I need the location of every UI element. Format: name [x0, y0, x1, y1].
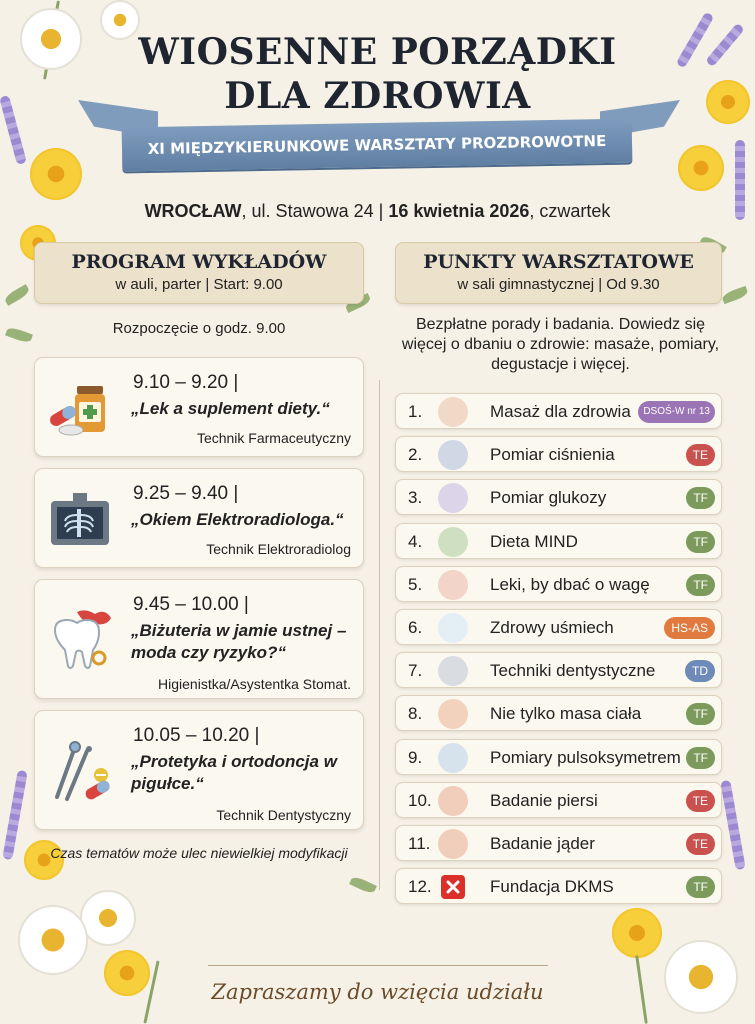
workshop-item	[395, 868, 722, 904]
dkms-logo-icon	[441, 875, 465, 899]
lectures-heading: PROGRAM WYKŁADÓW	[71, 251, 327, 273]
workshop-badge: TD	[685, 660, 715, 682]
testicular-exam-icon	[438, 829, 468, 859]
workshop-label: Masaż dla zdrowia	[490, 402, 631, 421]
workshop-number: 12.	[408, 877, 432, 897]
lecture-topic: „Okiem Elektroradiologa.“	[131, 510, 344, 529]
workshop-badge: TF	[686, 876, 715, 898]
workshop-badge: TF	[686, 487, 715, 509]
lecture-time: 9.45 – 10.00 |	[133, 594, 249, 615]
column-divider	[379, 380, 380, 890]
lecture-speaker: Technik Farmaceutyczny	[196, 430, 351, 446]
leaf-icon	[349, 875, 377, 895]
workshop-badge: TE	[686, 833, 715, 855]
workshop-item	[395, 739, 722, 775]
workshop-item	[395, 695, 722, 731]
workshop-number: 6.	[408, 618, 423, 637]
workshop-item	[395, 609, 722, 645]
lecture-time: 9.10 – 9.20 |	[133, 372, 239, 393]
lecture-topic: „Protetyka i ortodoncja w pigułce.“	[131, 752, 337, 793]
workshop-item	[395, 566, 722, 602]
workshops-description: Bezpłatne porady i badania. Dowiedz się więcej o dbaniu o zdrowie: masaże, pomiary, degustacje i więcej.	[401, 316, 720, 373]
workshop-label: Dieta MIND	[490, 531, 578, 551]
footer-invitation: Zapraszamy do wzięcia udziału	[211, 980, 544, 1004]
workshop-number: 10.	[408, 790, 432, 810]
workshop-number: 8.	[408, 704, 423, 724]
leaf-icon	[5, 326, 33, 344]
buttercup-icon	[612, 908, 662, 958]
workshop-label: Techniki dentystyczne	[490, 661, 656, 681]
time-change-note: Czas tematów może ulec niewielkiej modyfikacji	[50, 845, 348, 861]
workshop-item	[395, 436, 722, 472]
workshop-item	[395, 523, 722, 559]
workshop-badge: HS-AS	[664, 617, 715, 639]
workshop-label: Pomiar glukozy	[490, 488, 607, 508]
workshop-label: Zdrowy uśmiech	[490, 618, 614, 637]
tooth-icon	[47, 606, 113, 672]
weekday: , czwartek	[529, 201, 611, 221]
poster-title: WIOSENNE PORZĄDKI DLA ZDROWIA	[138, 31, 617, 117]
workshop-label: Badanie piersi	[490, 790, 598, 810]
subtitle-ribbon: XI MIĘDZYKIERUNKOWE WARSZTATY PROZDROWOTNE	[122, 119, 633, 172]
smiling-tooth-icon	[438, 613, 468, 643]
workshop-number: 7.	[408, 661, 423, 681]
workshop-label: Leki, by dbać o wagę	[490, 574, 650, 594]
healthy-bowl-icon	[438, 527, 468, 557]
workshop-item	[395, 782, 722, 818]
lecture-card	[34, 579, 364, 699]
workshop-number: 3.	[408, 488, 423, 508]
workshop-label: Pomiary pulsoksymetrem	[490, 747, 681, 767]
workshops-header	[395, 242, 722, 304]
leaf-icon	[721, 286, 749, 304]
lecture-speaker: Higienistka/Asystentka Stomat.	[158, 676, 351, 692]
workshops-subheading: w sali gimnastycznej | Od 9.30	[457, 276, 660, 293]
workshop-number: 4.	[408, 531, 423, 551]
workshop-badge: TF	[686, 574, 715, 596]
lecture-speaker: Technik Dentystyczny	[216, 807, 351, 823]
pulse-oximeter-icon	[438, 743, 468, 773]
lecture-topic: „Lek a suplement diety.“	[131, 399, 330, 418]
workshop-number: 9.	[408, 747, 423, 767]
workshop-label: Badanie jąder	[490, 834, 595, 853]
lecture-time: 9.25 – 9.40 |	[133, 483, 239, 504]
address: , ul. Stawowa 24 |	[241, 201, 389, 221]
glucometer-icon	[438, 483, 468, 513]
workshop-badge: DSOŚ-W nr 13	[638, 401, 715, 423]
dental-instruments-icon	[438, 656, 468, 686]
lectures-header	[34, 242, 364, 304]
event-info	[0, 201, 755, 222]
daisy-icon	[80, 890, 136, 946]
workshop-badge: TF	[686, 531, 715, 553]
city: WROCŁAW	[144, 201, 242, 221]
event-date: 16 kwietnia 2026	[388, 201, 530, 221]
workshop-badge: TF	[686, 747, 715, 769]
workshop-badge: TE	[686, 444, 715, 466]
lecture-card	[34, 468, 364, 568]
workshop-item	[395, 825, 722, 861]
lecture-topic: „Biżuteria w jamie ustnej – moda czy ryzyko?“	[131, 621, 347, 662]
lecture-card	[34, 357, 364, 457]
body-figure-icon	[438, 699, 468, 729]
xray-icon	[47, 487, 113, 553]
workshop-number: 1.	[408, 402, 423, 421]
breast-exam-icon	[438, 786, 468, 816]
workshop-label: Pomiar ciśnienia	[490, 445, 615, 465]
workshops-heading: PUNKTY WARSZTATOWE	[423, 251, 694, 273]
buttercup-icon	[30, 148, 82, 200]
workshop-number: 2.	[408, 445, 423, 465]
lecture-speaker: Technik Elektroradiolog	[206, 541, 351, 557]
dental-tools-icon	[47, 737, 113, 803]
workshop-number: 11.	[408, 834, 431, 853]
lectures-subheading: w auli, parter | Start: 9.00	[115, 276, 283, 293]
lavender-icon	[2, 770, 27, 860]
buttercup-icon	[678, 145, 724, 191]
workshop-item	[395, 393, 722, 429]
leaf-icon	[3, 284, 31, 306]
waist-measure-icon	[438, 570, 468, 600]
workshop-badge: TE	[686, 790, 715, 812]
workshop-number: 5.	[408, 574, 423, 594]
lavender-icon	[720, 780, 745, 870]
massage-hands-icon	[438, 397, 468, 427]
workshop-label: Fundacja DKMS	[490, 877, 614, 897]
lecture-card	[34, 710, 364, 830]
lecture-time: 10.05 – 10.20 |	[133, 725, 260, 746]
workshop-badge: TF	[686, 703, 715, 725]
blood-pressure-icon	[438, 440, 468, 470]
workshop-item	[395, 652, 722, 688]
daisy-icon	[18, 905, 88, 975]
workshop-label: Nie tylko masa ciała	[490, 704, 642, 724]
pill-bottle-icon	[47, 376, 113, 442]
footer-divider	[208, 965, 548, 966]
lectures-intro: Rozpoczęcie o godz. 9.00	[112, 320, 286, 337]
workshop-item	[395, 479, 722, 515]
